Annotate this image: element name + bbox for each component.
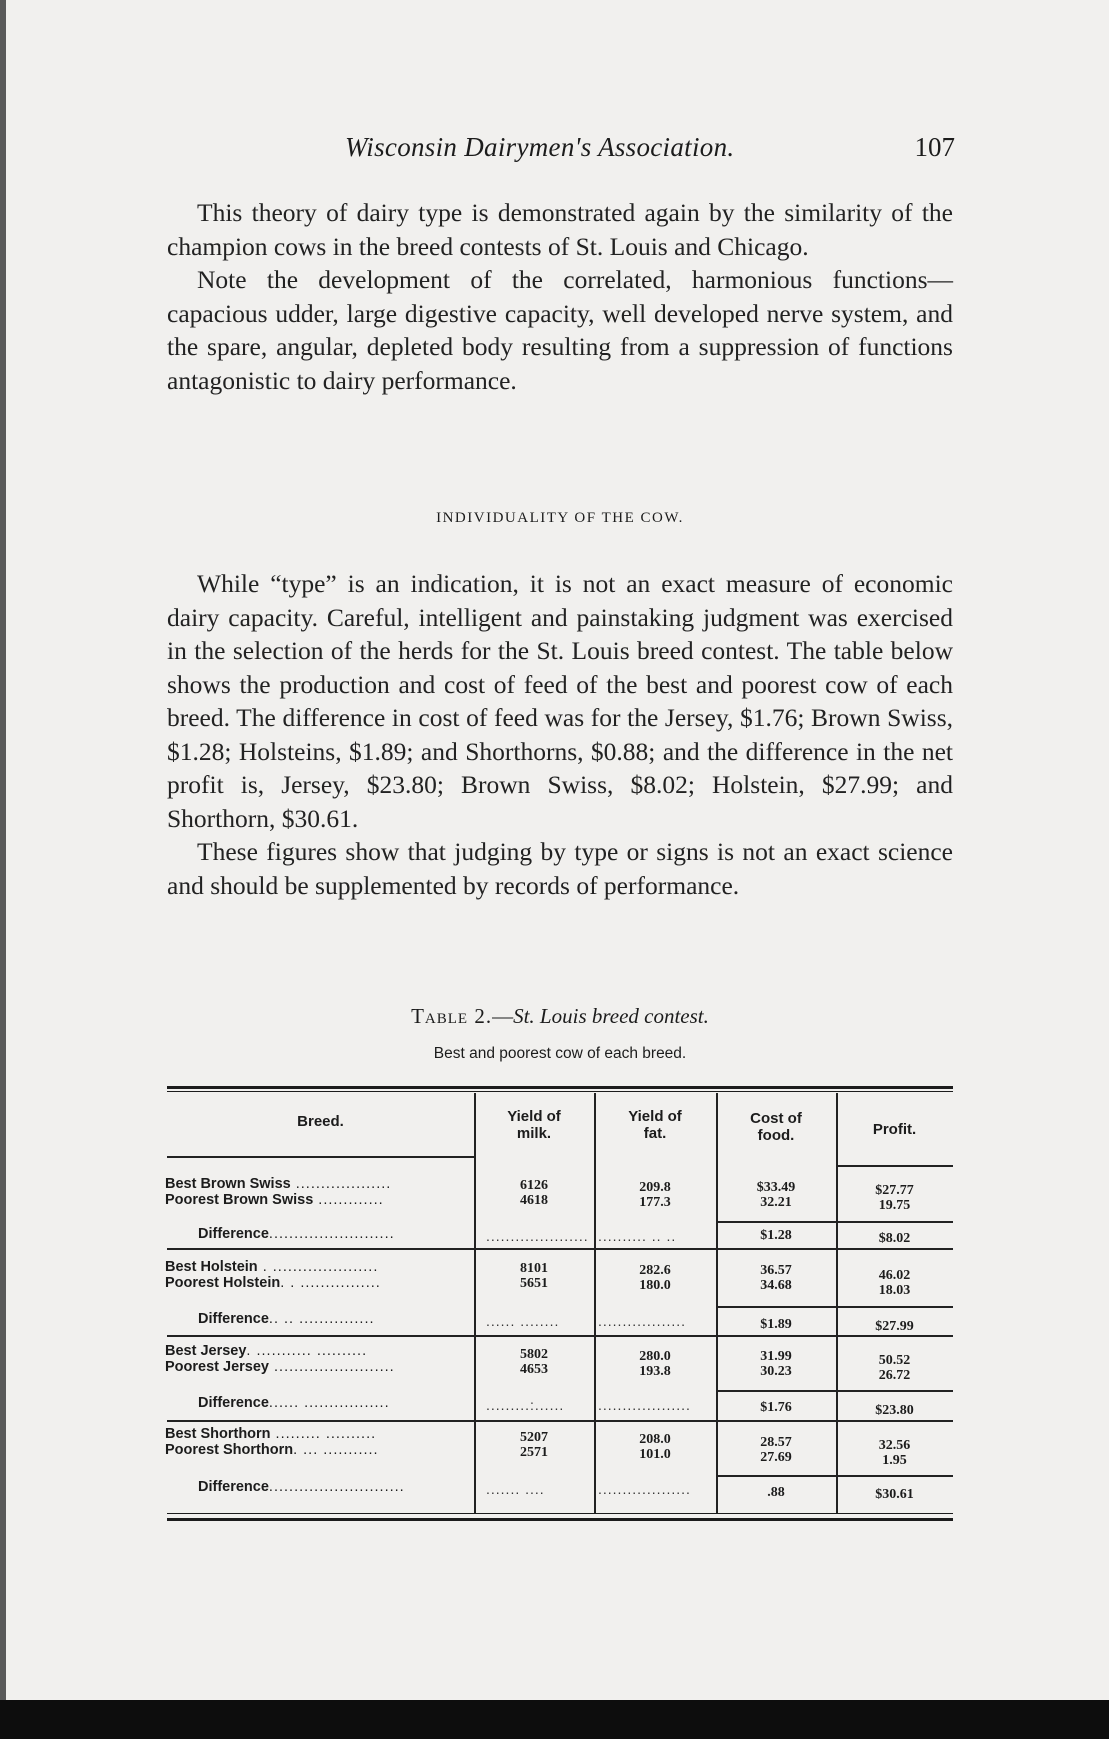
scan-bottom-border bbox=[0, 1700, 1109, 1739]
cell-fat bbox=[594, 1349, 716, 1379]
cell-food-poorest: 27.69 bbox=[760, 1450, 792, 1465]
subtotal-rule bbox=[716, 1306, 953, 1308]
row-label-text: Best Shorthorn bbox=[165, 1426, 271, 1442]
empty-cell-dots: .........:...... bbox=[486, 1397, 565, 1413]
cell-fat-best: 282.6 bbox=[639, 1263, 671, 1278]
cell-diff-food: .88 bbox=[767, 1485, 785, 1500]
row-label-difference: Difference...... ................. bbox=[198, 1395, 390, 1411]
cell-diff-profit: $27.99 bbox=[875, 1319, 914, 1334]
row-label-text: Best Holstein bbox=[165, 1259, 258, 1275]
column-header-breed: Breed. bbox=[297, 1113, 344, 1130]
paragraph: While “type” is an indication, it is not an exact measure of economic dairy capacity. Careful, intelligent and painstaking judgment was exercised in the selection of the herds for the St. Louis breed contest. The table below shows the production and cost of feed of the best and poorest cow of each breed. The difference in cost of feed was for the Jersey, $1.76; Brown Swiss, $1.28; Holsteins, $1.89; and Shorthorns, $0.88; and the difference in the net profit is, Jersey, $23.80; Brown Swiss, $8.02; Holstein, $27.99; and Shorthorn, $30.61. bbox=[167, 569, 953, 833]
header-rule bbox=[836, 1165, 953, 1167]
cell-milk-best: 5207 bbox=[520, 1430, 548, 1445]
column-header-profit: Profit. bbox=[872, 1121, 917, 1138]
cell-fat-poorest: 180.0 bbox=[639, 1278, 671, 1293]
cell-fat-poorest: 177.3 bbox=[639, 1195, 671, 1210]
page-number: 107 bbox=[914, 132, 955, 162]
cell-milk bbox=[474, 1430, 594, 1460]
subtotal-rule bbox=[716, 1390, 953, 1392]
cell-fat-best: 209.8 bbox=[639, 1180, 671, 1195]
cell-milk-best: 5802 bbox=[520, 1347, 548, 1362]
column-header-milk-line1: Yield of bbox=[507, 1108, 561, 1125]
paragraph: These figures show that judging by type or signs is not an exact science and should be supplemented by records of performance. bbox=[167, 837, 953, 900]
table-subcaption: Best and poorest cow of each breed. bbox=[433, 1045, 687, 1062]
cell-fat-best: 208.0 bbox=[639, 1432, 671, 1447]
cell-profit-best: 50.52 bbox=[878, 1353, 911, 1368]
row-label-text: Difference bbox=[198, 1395, 269, 1411]
cell-fat-poorest: 193.8 bbox=[639, 1364, 671, 1379]
column-header-food-line1: Cost of bbox=[750, 1110, 802, 1127]
row-label-text: Difference bbox=[198, 1226, 269, 1242]
cell-milk-poorest: 4618 bbox=[520, 1193, 548, 1208]
cell-fat-best: 280.0 bbox=[639, 1349, 671, 1364]
table-caption-dash: — bbox=[492, 1004, 514, 1028]
row-label-poorest: Poorest Brown Swiss ............. bbox=[165, 1192, 384, 1208]
column-header-food-line2: food. bbox=[757, 1127, 795, 1144]
row-label-difference: Difference.. .. ............... bbox=[198, 1311, 375, 1327]
cell-profit bbox=[836, 1268, 953, 1298]
empty-cell-dots: ...... ........ bbox=[486, 1313, 560, 1329]
row-label-best: Best Jersey. ........... .......... bbox=[165, 1343, 368, 1359]
cell-food-poorest: 34.68 bbox=[760, 1278, 792, 1293]
cell-diff-food: $1.76 bbox=[760, 1400, 792, 1415]
empty-cell-dots: .......... .. .. bbox=[598, 1228, 677, 1244]
cell-profit-best: $27.77 bbox=[875, 1183, 914, 1198]
cell-food bbox=[716, 1435, 836, 1465]
cell-profit-best: 46.02 bbox=[878, 1268, 911, 1283]
cell-food bbox=[716, 1263, 836, 1293]
subtotal-rule bbox=[716, 1221, 953, 1223]
column-header-milk-line2: milk. bbox=[516, 1125, 552, 1142]
cell-profit-poorest: 1.95 bbox=[882, 1453, 907, 1468]
cell-diff-profit: $23.80 bbox=[875, 1403, 914, 1418]
table-top-rule bbox=[167, 1086, 953, 1089]
cell-food-best: 36.57 bbox=[760, 1263, 792, 1278]
cell-fat bbox=[594, 1180, 716, 1210]
cell-food-best: 31.99 bbox=[760, 1349, 792, 1364]
table-top-rule-thin bbox=[167, 1091, 953, 1092]
group-rule bbox=[167, 1420, 953, 1422]
row-label-text: Difference bbox=[198, 1479, 269, 1495]
cell-profit-poorest: 18.03 bbox=[878, 1283, 911, 1298]
cell-diff-profit: $30.61 bbox=[875, 1487, 914, 1502]
cell-food-best: $33.49 bbox=[756, 1180, 796, 1195]
row-label-text: Poorest Shorthorn bbox=[165, 1442, 294, 1458]
row-label-text: Poorest Brown Swiss bbox=[165, 1192, 314, 1208]
cell-fat-poorest: 101.0 bbox=[639, 1447, 671, 1462]
row-label-poorest: Poorest Shorthorn. ... ........... bbox=[165, 1442, 379, 1458]
cell-food bbox=[716, 1180, 836, 1210]
paragraph: Note the development of the correlated, harmonious functions—capacious udder, large digestive capacity, well developed nerve system, and the spare, angular, depleted body resulting from a suppression of functions antagonistic to dairy performance. bbox=[167, 265, 953, 395]
cell-diff-profit: $8.02 bbox=[878, 1231, 911, 1246]
empty-cell-dots: ................... bbox=[598, 1481, 691, 1497]
cell-profit bbox=[836, 1438, 953, 1468]
table-bottom-rule bbox=[167, 1518, 953, 1521]
row-label-poorest: Poorest Jersey ........................ bbox=[165, 1359, 395, 1375]
running-title: Wisconsin Dairymen's Association. bbox=[345, 132, 735, 162]
row-label-best: Best Shorthorn ......... .......... bbox=[165, 1426, 377, 1442]
cell-milk-poorest: 4653 bbox=[520, 1362, 548, 1377]
row-label-text: Difference bbox=[198, 1311, 269, 1327]
cell-food-poorest: 32.21 bbox=[760, 1195, 792, 1210]
cell-food bbox=[716, 1349, 836, 1379]
column-header-milk bbox=[474, 1108, 594, 1142]
column-header-fat-line1: Yield of bbox=[628, 1108, 682, 1125]
cell-milk-poorest: 5651 bbox=[520, 1276, 548, 1291]
cell-food-poorest: 30.23 bbox=[760, 1364, 792, 1379]
cell-milk-best: 6126 bbox=[520, 1178, 548, 1193]
empty-cell-dots: ................... bbox=[598, 1397, 691, 1413]
row-label-difference: Difference........................... bbox=[198, 1479, 405, 1495]
column-header-food bbox=[716, 1110, 836, 1144]
section-heading: INDIVIDUALITY OF THE COW. bbox=[436, 510, 684, 526]
row-label-best: Best Holstein . ..................... bbox=[165, 1259, 379, 1275]
row-label-text: Best Brown Swiss bbox=[165, 1176, 291, 1192]
cell-profit bbox=[836, 1353, 953, 1383]
cell-milk bbox=[474, 1261, 594, 1291]
row-label-text: Poorest Holstein bbox=[165, 1275, 281, 1291]
row-label-text: Best Jersey bbox=[165, 1343, 247, 1359]
row-label-best: Best Brown Swiss ................... bbox=[165, 1176, 392, 1192]
column-header-fat-line2: fat. bbox=[643, 1125, 667, 1142]
column-header-fat bbox=[594, 1108, 716, 1142]
table-caption-label: Table 2. bbox=[411, 1004, 493, 1028]
cell-diff-food: $1.28 bbox=[760, 1228, 792, 1243]
empty-cell-dots: .................. bbox=[598, 1313, 687, 1329]
cell-fat bbox=[594, 1263, 716, 1293]
table-bottom-rule-thin bbox=[167, 1513, 953, 1514]
row-label-poorest: Poorest Holstein. . ................ bbox=[165, 1275, 381, 1291]
cell-profit-poorest: 26.72 bbox=[878, 1368, 911, 1383]
empty-cell-dots: ....... .... bbox=[486, 1481, 545, 1497]
header-rule bbox=[167, 1156, 474, 1158]
row-label-text: Poorest Jersey bbox=[165, 1359, 269, 1375]
table-caption-title: St. Louis breed contest. bbox=[513, 1004, 709, 1028]
subtotal-rule bbox=[716, 1475, 953, 1477]
cell-diff-food: $1.89 bbox=[760, 1317, 792, 1332]
cell-milk-best: 8101 bbox=[520, 1261, 548, 1276]
cell-milk bbox=[474, 1347, 594, 1377]
paragraph: This theory of dairy type is demonstrated again by the similarity of the champion cows in the breed contests of St. Louis and Chicago. bbox=[167, 198, 953, 261]
cell-food-best: 28.57 bbox=[760, 1435, 792, 1450]
row-label-difference: Difference......................... bbox=[198, 1226, 395, 1242]
empty-cell-dots: ..................... bbox=[486, 1228, 589, 1244]
cell-profit-best: 32.56 bbox=[878, 1438, 911, 1453]
group-rule bbox=[167, 1335, 953, 1337]
cell-milk bbox=[474, 1178, 594, 1208]
cell-profit bbox=[836, 1183, 953, 1213]
cell-profit-poorest: 19.75 bbox=[878, 1198, 911, 1213]
cell-fat bbox=[594, 1432, 716, 1462]
group-rule bbox=[167, 1248, 953, 1250]
cell-milk-poorest: 2571 bbox=[520, 1445, 548, 1460]
